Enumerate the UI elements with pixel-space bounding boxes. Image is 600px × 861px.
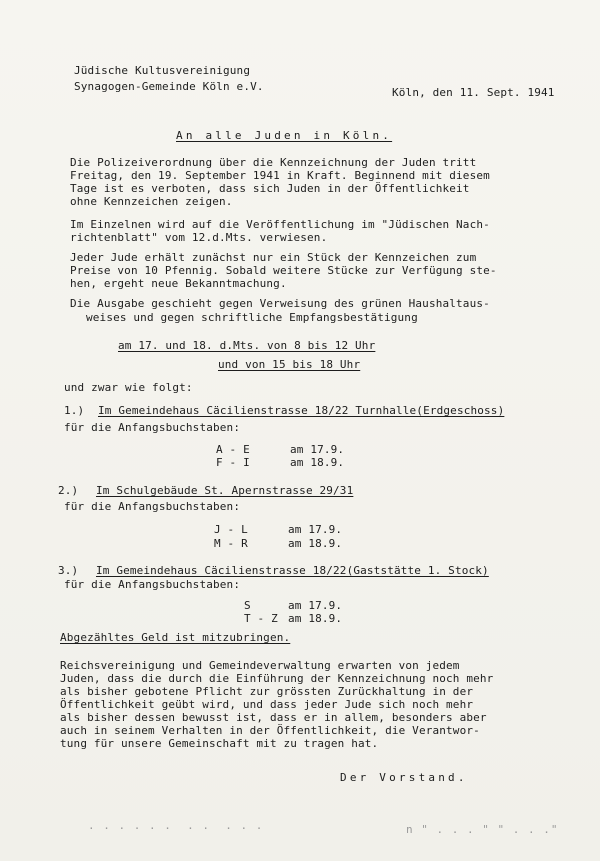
- paragraph-line: Tage ist es verboten, dass sich Juden in der Öffentlichkeit: [70, 182, 470, 195]
- letters-range: J - L: [214, 523, 248, 536]
- issue-date: am 17.9.: [288, 599, 343, 612]
- paragraph-line: Jeder Jude erhält zunächst nur ein Stück der Kennzeichen zum: [70, 251, 477, 264]
- issue-date: am 17.9.: [290, 443, 345, 456]
- org-line-1: Jüdische Kultusvereinigung: [74, 64, 251, 77]
- letters-range: F - I: [216, 456, 250, 469]
- location-place: Im Schulgebäude St. Apernstrasse 29/31: [96, 484, 354, 497]
- paragraph-line: Freitag, den 19. September 1941 in Kraft. Beginnend mit diesem: [70, 169, 490, 182]
- footer-faint-right: n " . . . " " . . .": [406, 823, 559, 836]
- paragraph-line: ohne Kennzeichen zeigen.: [70, 195, 233, 208]
- paragraph-line: weises und gegen schriftliche Empfangsbestätigung: [86, 311, 418, 324]
- signature: Der Vorstand.: [340, 771, 468, 784]
- letters-range: A - E: [216, 443, 250, 456]
- schedule-intro: und zwar wie folgt:: [64, 381, 193, 394]
- closing-line: Öffentlichkeit geübt wird, und dass jeder Jude sich noch mehr: [60, 698, 474, 711]
- paragraph-line: hen, ergeht neue Bekanntmachung.: [70, 277, 287, 290]
- closing-line: als bisher gebotene Pflicht zur grössten Zurückhaltung in der: [60, 685, 474, 698]
- org-line-2: Synagogen-Gemeinde Köln e.V.: [74, 80, 264, 93]
- letters-range: M - R: [214, 537, 248, 550]
- location-number: 3.): [58, 564, 79, 577]
- closing-line: als bisher dessen bewusst ist, dass er in allem, besonders aber: [60, 711, 487, 724]
- issue-date: am 17.9.: [288, 523, 343, 536]
- letters-range: S: [244, 599, 251, 612]
- schedule-line-1: am 17. und 18. d.Mts. von 8 bis 12 Uhr: [118, 339, 376, 352]
- location-place: Im Gemeindehaus Cäcilienstrasse 18/22(Gaststätte 1. Stock): [96, 564, 489, 577]
- place-date: Köln, den 11. Sept. 1941: [392, 86, 555, 99]
- money-note: Abgezähltes Geld ist mitzubringen.: [60, 631, 291, 644]
- issue-date: am 18.9.: [288, 537, 343, 550]
- issue-date: am 18.9.: [288, 612, 343, 625]
- paragraph-line: Im Einzelnen wird auf die Veröffentlichung im "Jüdischen Nach-: [70, 218, 490, 231]
- issue-date: am 18.9.: [290, 456, 345, 469]
- paragraph-line: Die Polizeiverordnung über die Kennzeichnung der Juden tritt: [70, 156, 477, 169]
- document-title: An alle Juden in Köln.: [176, 129, 393, 142]
- location-for-label: für die Anfangsbuchstaben:: [64, 421, 241, 434]
- closing-line: tung für unsere Gemeinschaft mit zu tragen hat.: [60, 737, 379, 750]
- location-number: 1.): [64, 404, 85, 417]
- paragraph-line: richtenblatt" vom 12.d.Mts. verwiesen.: [70, 231, 328, 244]
- closing-line: auch in seinem Verhalten in der Öffentlichkeit, die Verantwor-: [60, 724, 480, 737]
- location-for-label: für die Anfangsbuchstaben:: [64, 578, 241, 591]
- schedule-line-2: und von 15 bis 18 Uhr: [218, 358, 361, 371]
- closing-line: Reichsvereinigung und Gemeindeverwaltung erwarten von jedem: [60, 659, 460, 672]
- paragraph-line: Die Ausgabe geschieht gegen Verweisung des grünen Haushaltaus-: [70, 297, 490, 310]
- location-for-label: für die Anfangsbuchstaben:: [64, 500, 241, 513]
- location-place: Im Gemeindehaus Cäcilienstrasse 18/22 Turnhalle(Erdgeschoss): [98, 404, 505, 417]
- letters-range: T - Z: [244, 612, 278, 625]
- closing-line: Juden, dass die durch die Einführung der Kennzeichnung noch mehr: [60, 672, 494, 685]
- footer-faint-left: . . . . . . . . . . .: [88, 819, 264, 832]
- location-number: 2.): [58, 484, 79, 497]
- paragraph-line: Preise von 10 Pfennig. Sobald weitere Stücke zur Verfügung ste-: [70, 264, 497, 277]
